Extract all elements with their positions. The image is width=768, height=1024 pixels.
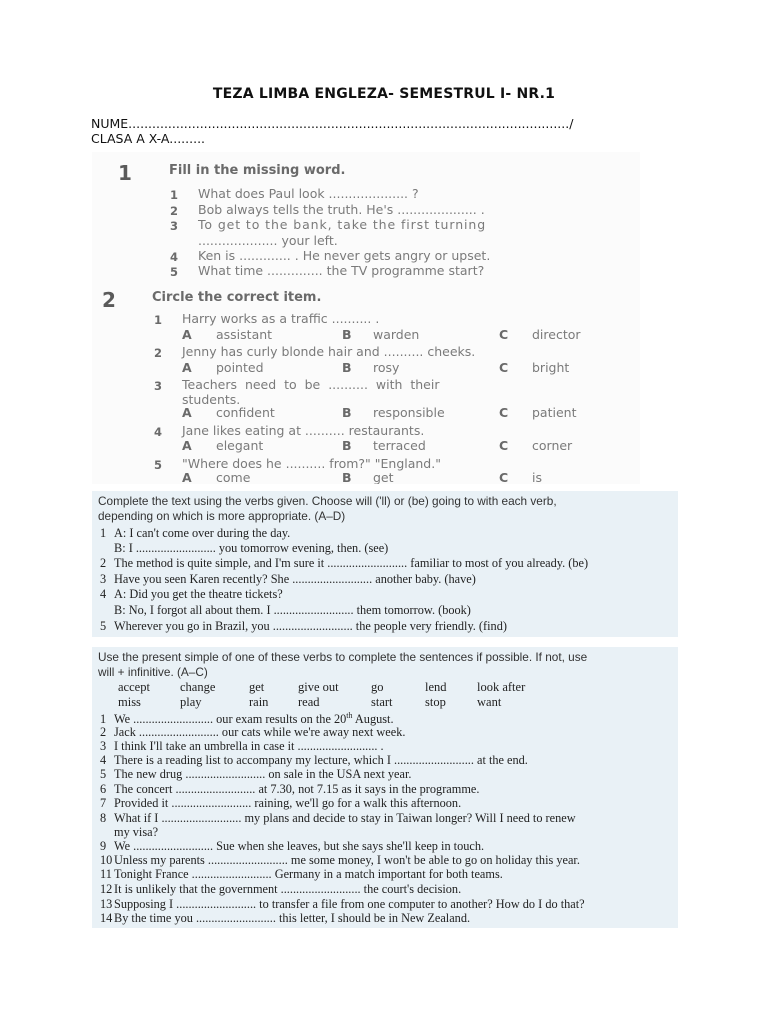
ex2-item-number: 1 [154, 313, 163, 327]
ex2-option: responsible [373, 405, 445, 420]
verb-option: play [180, 695, 202, 709]
ex1-item-number: 1 [170, 188, 179, 202]
ex3-line: 2 The method is quite simple, and I'm sure it .......................... familiar to most of you already. (be) [100, 556, 589, 570]
ex4-line: 4 There is a reading list to accompany my lecture, which I .......................... at the end. [100, 753, 528, 767]
ex2-item-number: 4 [154, 425, 163, 439]
verb-option: rain [249, 695, 269, 709]
ex4-line: 9 We .......................... Sue when she leaves, but she says she'll keep in touch. [100, 839, 485, 853]
ex3-line: 3 Have you seen Karen recently? She .......................... another baby. (have) [100, 572, 476, 586]
ex2-item-stem: Teachers need to be .......... with their [182, 377, 440, 392]
ex2-option: elegant [216, 438, 264, 453]
exercise-1-2-scan [92, 152, 640, 484]
ex2-option-letter: B [342, 470, 352, 484]
ex4-line: 10 Unless my parents .......................... me some money, I won't be able to go on holiday this year. [100, 853, 580, 867]
ex2-option: director [532, 327, 581, 342]
ex2-item-stem: "Where does he .......... from?" "England." [182, 456, 441, 471]
ex2-item-stem-continued: students. [182, 392, 241, 407]
exercise-3-scan [92, 491, 678, 637]
ex2-option-letter: A [182, 470, 192, 484]
verb-option: get [249, 680, 265, 694]
ex4-line: 8 What if I .......................... my plans and decide to stay in Taiwan longer? Will I need to renew [100, 811, 576, 825]
verb-option: want [477, 695, 502, 709]
ex1-item-text: Bob always tells the truth. He's .................... . [198, 202, 485, 217]
ex2-option: rosy [373, 360, 400, 375]
ex2-option-letter: B [342, 327, 352, 342]
ex2-option: corner [532, 438, 573, 453]
ex3-instruction: Complete the text using the verbs given. Choose will ('ll) or (be) going to with each verb, [98, 494, 557, 508]
exercise-1-heading: Fill in the missing word. [169, 163, 346, 178]
ex2-item-number: 5 [154, 458, 163, 472]
ex2-option-letter: A [182, 405, 192, 420]
ex2-option: pointed [216, 360, 264, 375]
page-title: TEZA LIMBA ENGLEZA- SEMESTRUL I- NR.1 [212, 86, 556, 102]
ex3-instruction: depending on which is more appropriate. (A–D) [98, 509, 346, 523]
ex1-item-text: .................... your left. [198, 233, 338, 248]
exercise-2-number: 2 [102, 288, 116, 312]
ex3-line: B: No, I forgot all about them. I .......................... them tomorrow. (book) [114, 603, 471, 617]
ex1-item-number: 5 [170, 265, 179, 279]
ex2-option-letter: B [342, 405, 352, 420]
ex3-line: 5 Wherever you go in Brazil, you .......................... the people very friendly. (find) [100, 619, 507, 633]
ex4-line: 5 The new drug .......................... on sale in the USA next year. [100, 767, 412, 781]
ex4-line: 3 I think I'll take an umbrella in case it .......................... . [100, 739, 384, 753]
ex4-line: 7 Provided it .......................... raining, we'll go for a walk this afternoon. [100, 796, 462, 810]
ex2-option: assistant [216, 327, 273, 342]
ex2-item-number: 3 [154, 379, 163, 393]
verb-option: read [298, 695, 320, 709]
exercise-2-heading: Circle the correct item. [152, 290, 322, 305]
ex4-instruction: will + infinitive. (A–C) [98, 665, 208, 679]
ex3-line: B: I .......................... you tomorrow evening, then. (see) [114, 541, 389, 555]
ex1-item-text: To get to the bank, take the first turning [198, 217, 487, 232]
class-line: CLASA A X-A......... [91, 131, 206, 146]
verb-option: go [371, 680, 384, 694]
ex2-item-stem: Jenny has curly blonde hair and .......... cheeks. [182, 344, 476, 359]
ex2-option-letter: A [182, 327, 192, 342]
ex4-line: 12 It is unlikely that the government .......................... the court's decision. [100, 882, 462, 896]
ex1-item-text: Ken is ............. . He never gets angry or upset. [198, 248, 491, 263]
ex2-option: get [373, 470, 394, 484]
ex2-option: patient [532, 405, 577, 420]
ex1-item-number: 3 [170, 219, 179, 233]
exercise-1-number: 1 [118, 161, 132, 185]
verb-option: lend [425, 680, 447, 694]
ex1-item-number: 2 [170, 204, 179, 218]
ex2-option-letter: B [342, 360, 352, 375]
ex2-option: come [216, 470, 251, 484]
ex2-option-letter: A [182, 360, 192, 375]
name-line: NUME.............................................................................................................../ [91, 116, 574, 131]
ex2-item-stem: Jane likes eating at .......... restaurants. [182, 423, 425, 438]
ex3-line: 4 A: Did you get the theatre tickets? [100, 587, 283, 601]
verb-option: look after [477, 680, 526, 694]
ex4-line: 6 The concert .......................... at 7.30, not 7.15 as it says in the programme. [100, 782, 480, 796]
ex4-line: 2 Jack .......................... our cats while we're away next week. [100, 725, 406, 739]
ex2-option: is [532, 470, 542, 484]
ex2-option-letter: C [499, 327, 509, 342]
verb-option: stop [425, 695, 446, 709]
ex3-line: 1 A: I can't come over during the day. [100, 526, 291, 540]
ex2-option-letter: A [182, 438, 192, 453]
ex2-item-number: 2 [154, 346, 163, 360]
ex4-line: 1 We .......................... our exam results on the 20th August. [100, 711, 394, 727]
ex2-option: terraced [373, 438, 426, 453]
verb-option: miss [118, 695, 141, 709]
verb-option: accept [118, 680, 150, 694]
ex2-option-letter: C [499, 470, 509, 484]
verb-option: change [180, 680, 216, 694]
ex2-option-letter: C [499, 405, 509, 420]
ex2-option: warden [373, 327, 420, 342]
verb-option: give out [298, 680, 339, 694]
ex2-item-stem: Harry works as a traffic .......... . [182, 311, 380, 326]
ex4-line: 14 By the time you .......................... this letter, I should be in New Zealand. [100, 911, 471, 925]
verb-option: start [371, 695, 393, 709]
ex2-option-letter: B [342, 438, 352, 453]
ex1-item-text: What time .............. the TV programme start? [198, 263, 485, 278]
ex4-line: my visa? [114, 825, 159, 839]
exercise-4-scan [92, 647, 678, 928]
ex2-option-letter: C [499, 438, 509, 453]
ex4-instruction: Use the present simple of one of these verbs to complete the sentences if possible. If not, use [98, 650, 588, 664]
ex4-line: 13 Supposing I .......................... to transfer a file from one computer to another? How do I do that? [100, 897, 585, 911]
ex2-option: bright [532, 360, 570, 375]
ex2-option: confident [216, 405, 275, 420]
ex1-item-number: 4 [170, 250, 179, 264]
ex4-line: 11 Tonight France .......................... Germany in a match important for both teams. [100, 867, 503, 881]
ex2-option-letter: C [499, 360, 509, 375]
ex1-item-text: What does Paul look .................... ? [198, 186, 419, 201]
